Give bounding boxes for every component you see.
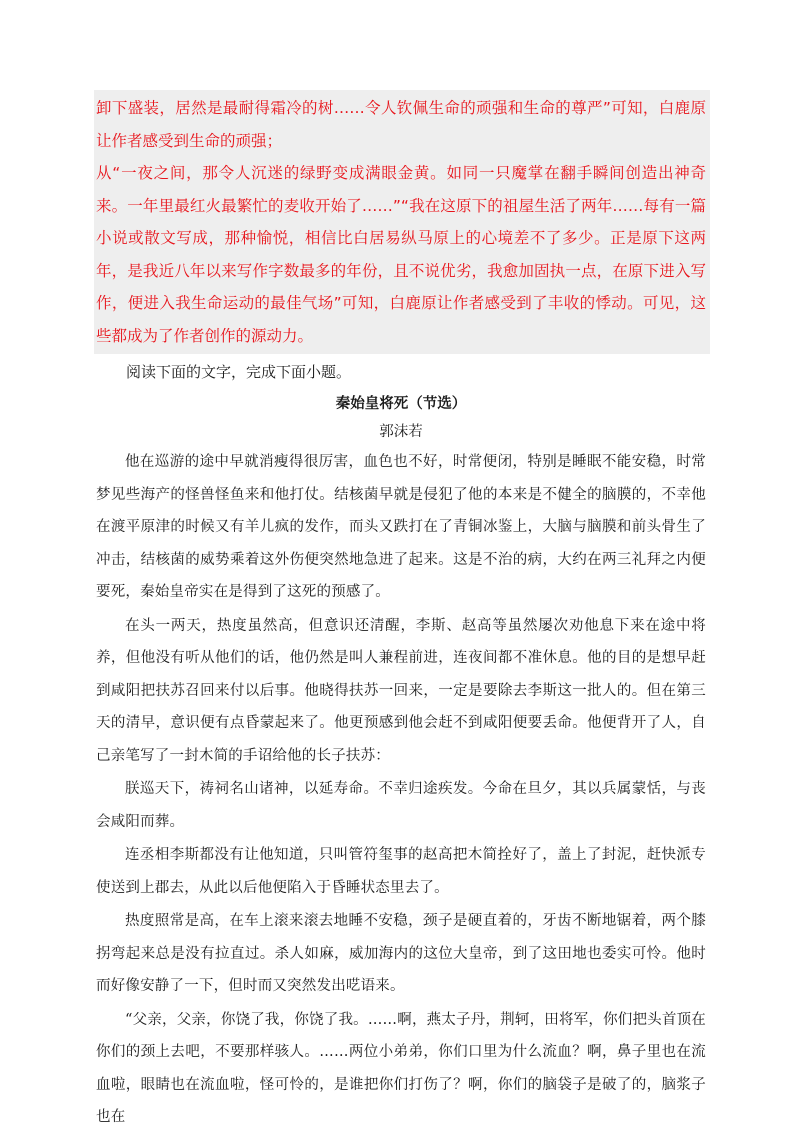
article-author: 郭沫若 bbox=[379, 424, 423, 440]
article-paragraph-4: 连丞相李斯都没有让他知道，只叫管符玺事的赵高把木简拴好了，盖上了封泥，赶快派专使送到上郡去，从此以后他便陷入于昏睡状态里去了。 bbox=[96, 847, 706, 896]
answer-line-2: 从“一夜之间，那令人沉迷的绿野变成满眼金黄。如同一只魔掌在翻手瞬间创造出神奇来。一年里最红火最繁忙的麦收开始了……”“我在这原下的祖屋生活了两年……每有一篇小说或散文写成，那种愉悦，相信比白居易纵马原上的心境差不了多少。正是原下这两年，是我近八年以来写作字数最多的年份，且不说优劣，我愈加固执一点，在原下进入写作，便进入我生命运动的最佳气场”可知，白鹿原让作者感受到了丰收的悸动。可见，这些都成为了作者创作的源动力。 bbox=[96, 164, 706, 345]
article-paragraph-3: 朕巡天下，祷祠名山诸神，以延寿命。不幸归途疾发。今命在旦夕，其以兵属蒙恬，与丧会咸阳而葬。 bbox=[96, 781, 706, 830]
article-paragraph-6: “父亲，父亲，你饶了我，你饶了我。……啊，燕太子丹，荆轲，田将军，你们把头首顶在你们的颈上去吧，不要那样骇人。……两位小弟弟，你们口里为什么流血？啊，鼻子里也在流血啦，眼睛也在流血啦，怪可怜的，是谁把你们打伤了？啊，你们的脑袋子是破了的，脑浆子也在 bbox=[96, 1011, 706, 1125]
answer-explanation-block bbox=[94, 90, 710, 354]
article-paragraph-2: 在头一两天，热度虽然高，但意识还清醒，李斯、赵高等虽然屡次劝他息下来在途中将养，但他没有听从他们的话，他仍然是叫人兼程前进，连夜间都不准休息。他的目的是想早赶到咸阳把扶苏召回来付以后事。他晓得扶苏一回来，一定是要除去李斯这一批人的。但在第三天的清早，意识便有点昏蒙起来了。他更预感到他会赶不到咸阳便要丢命。他便背开了人，自己亲笔写了一封木简的手诏给他的长子扶苏： bbox=[96, 617, 706, 764]
article-paragraph-1: 他在巡游的途中早就消瘦得很厉害，血色也不好，时常便闭，特别是睡眠不能安稳，时常梦见些海产的怪兽怪鱼来和他打仗。结核菌早就是侵犯了他的本来是不健全的脑膜的，不幸他在渡平原津的时候又有羊儿疯的发作，而头又跌打在了青铜冰鉴上，大脑与脑膜和前头骨生了冲击，结核菌的威势乘着这外伤便突然地急进了起来。这是不治的病，大约在两三礼拜之内便要死，秦始皇帝实在是得到了这死的预感了。 bbox=[96, 454, 706, 600]
document-page bbox=[96, 90, 706, 1134]
article-paragraph-5: 热度照常是高，在车上滚来滚去地睡不安稳，颈子是硬直着的，牙齿不断地锯着，两个膝拐弯起来总是没有拉直过。杀人如麻，威加海内的这位大皇帝，到了这田地也委实可怜。他时而好像安静了一下，但时而又突然发出呓语来。 bbox=[96, 913, 706, 994]
reading-instruction: 阅读下面的文字，完成下面小题。 bbox=[126, 363, 352, 381]
article-title: 秦始皇将死（节选） bbox=[335, 396, 467, 412]
answer-line-1: 卸下盛装，居然是最耐得霜冷的树……令人钦佩生命的顽强和生命的尊严”可知，白鹿原让作者感受到生命的顽强； bbox=[96, 99, 706, 150]
